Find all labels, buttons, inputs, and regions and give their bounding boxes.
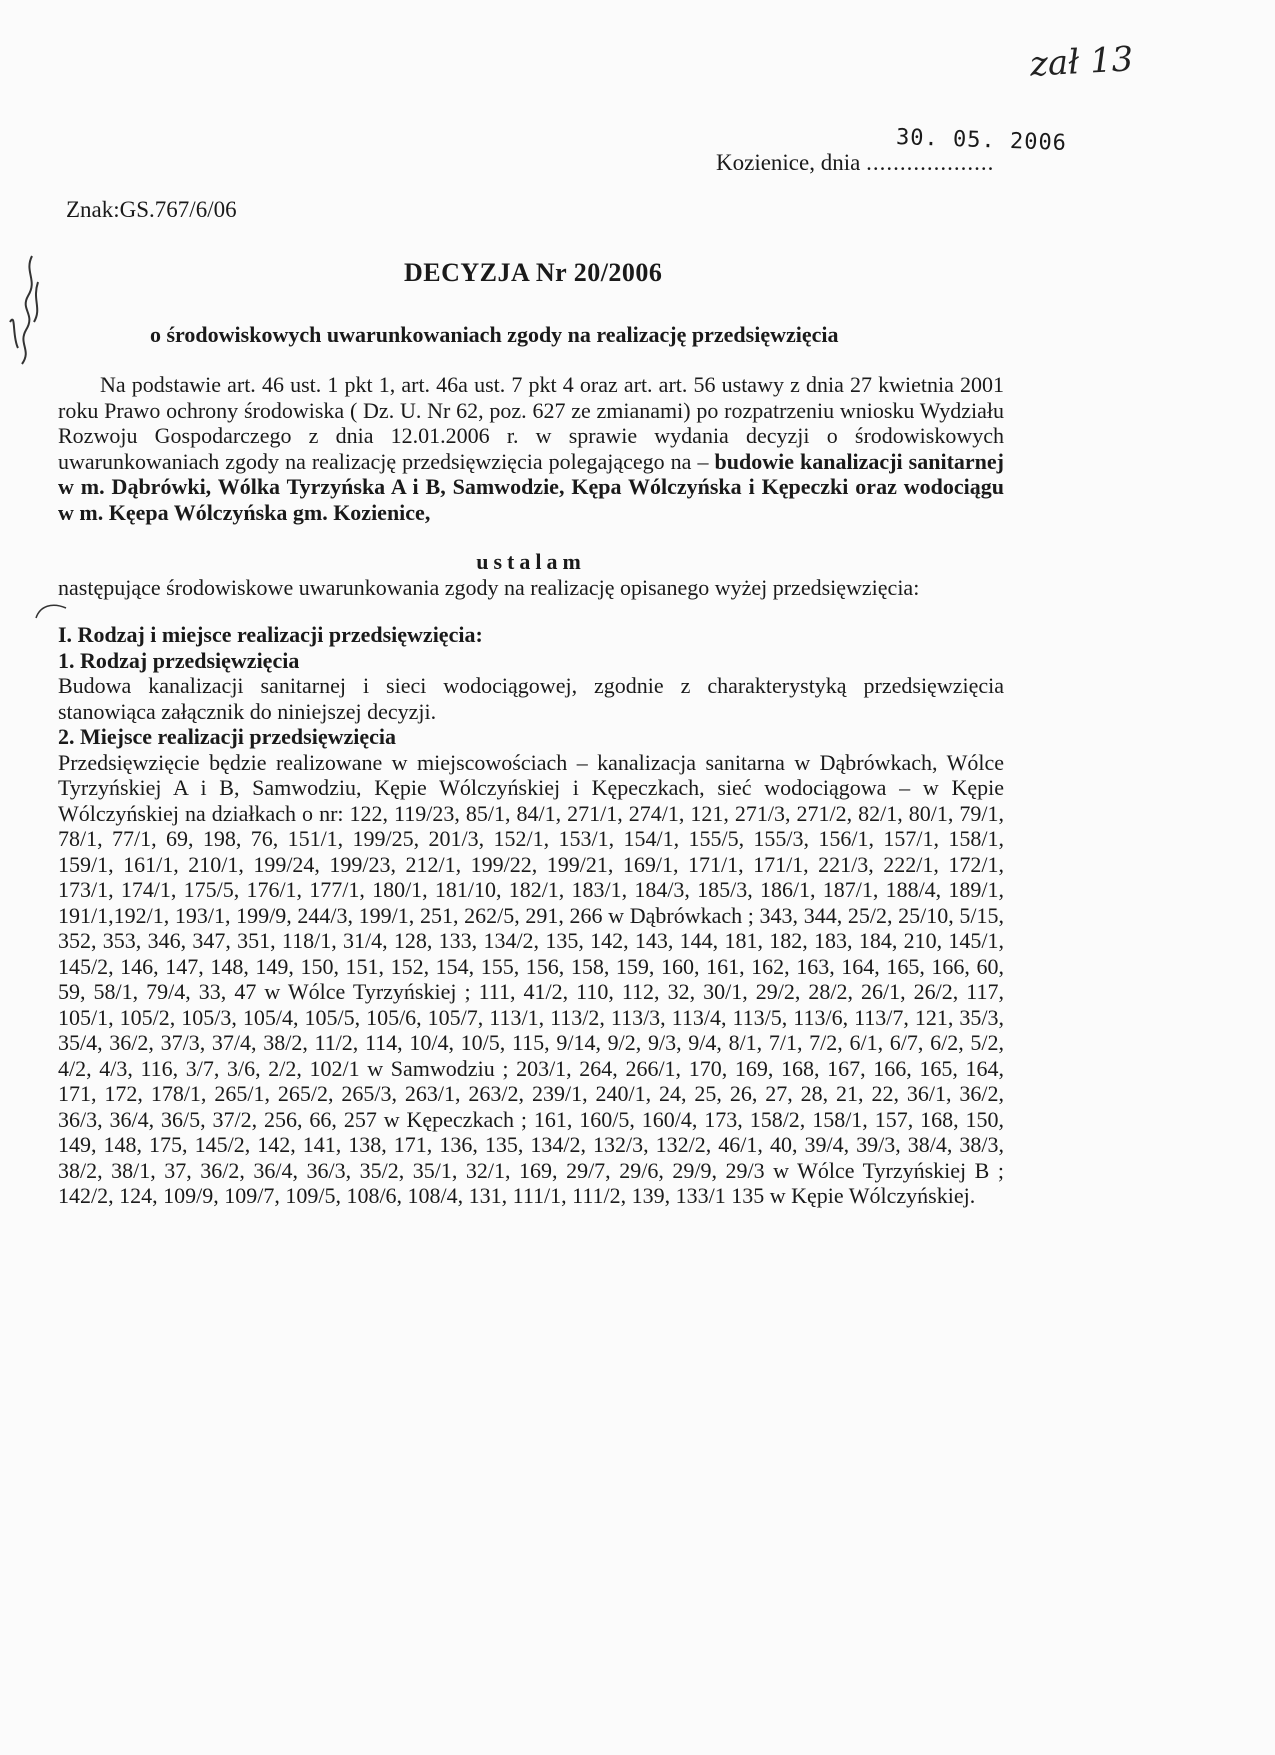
date-dots: ................... <box>866 150 995 175</box>
decision-subtitle: o środowiskowych uwarunkowaniach zgody na realizację przedsięwzięcia <box>150 322 839 347</box>
reference-number: Znak:GS.767/6/06 <box>66 197 237 222</box>
date-stamp: 30. 05. 2006 <box>895 125 1068 156</box>
section-1-heading: I. Rodzaj i miejsce realizacji przedsięwzięcia: <box>58 622 483 647</box>
intro-bold-text: budowie kanalizacji sanitarnej w m. Dąbrówki, Wólka Tyrzyńska A i B, Samwodzie, Kępa Wólczyńska i Kępeczki oraz wodociągu w m. Kęepa Wólczyńska gm. Kozienice, <box>58 448 1004 525</box>
ustalam-text: następujące środowiskowe uwarunkowania zgody na realizację opisanego wyżej przedsięwzięcia: <box>58 574 920 600</box>
intro-paragraph <box>58 372 1004 525</box>
intro-text: Na podstawie art. 46 ust. 1 pkt 1, art. 46a ust. 7 pkt 4 oraz art. art. 56 ustawy z dnia 27 kwietnia 2001 roku Prawo ochrony środowiska ( Dz. U. Nr 62, poz. 627 ze zmianami) po rozpatrzeniu wniosku Wydziału Rozwoju Gospodarczego z dnia 12.01.2006 r. w sprawie wydania decyzji o środowiskowych uwarunkowaniach zgody na realizację przedsięwzięcia polegającego na – <box>58 372 1004 474</box>
decision-body <box>58 372 1004 1209</box>
subsection-2-heading: 2. Miejsce realizacji przedsięwzięcia <box>58 724 396 749</box>
subsection-2-text: Przedsięwzięcie będzie realizowane w miejscowościach – kanalizacja sanitarna w Dąbrówkach, Wólce Tyrzyńskiej A i B, Samwodziu, Kępie Wólczyńskiej i Kępeczkach, sieć wodociągowa – w Kępie Wólczyńskiej na działkach o nr: 122, 119/23, 85/1, 84/1, 271/1, 274/1, 121, 271/3, 271/2, 82/1, 80/1, 79/1, 78/1, 77/1, 69, 198, 76, 151/1, 199/25, 201/3, 152/1, 153/1, 154/1, 155/5, 155/3, 156/1, 157/1, 158/1, 159/1, 161/1, 210/1, 199/24, 199/23, 212/1, 199/22, 199/21, 169/1, 171/1, 171/1, 221/3, 222/1, 172/1, 173/1, 174/1, 175/5, 176/1, 177/1, 180/1, 181/10, 182/1, 183/1, 184/3, 185/3, 186/1, 187/1, 188/4, 189/1, 191/1,192/1, 193/1, 199/9, 244/3, 199/1, 251, 262/5, 291, 266 w Dąbrówkach ; 343, 344, 25/2, 25/10, 5/15, 352, 353, 346, 347, 351, 118/1, 31/4, 128, 133, 134/2, 135, 142, 143, 144, 181, 182, 183, 184, 210, 145/1, 145/2, 146, 147, 148, 149, 150, 151, 152, 154, 155, 156, 158, 159, 160, 161, 162, 163, 164, 165, 166, 60, 59, 58/1, 79/4, 33, 47 w Wólce Tyrzyńskiej ; 111, 41/2, 110, 112, 32, 30/1, 29/2, 28/2, 26/1, 26/2, 117, 105/1, 105/2, 105/3, 105/4, 105/5, 105/6, 105/7, 113/1, 113/2, 113/3, 113/4, 113/5, 113/6, 113/7, 121, 35/3, 35/4, 36/2, 37/3, 37/4, 38/2, 11/2, 114, 10/4, 10/5, 115, 9/14, 9/2, 9/3, 9/4, 8/1, 7/1, 7/2, 6/1, 6/7, 6/2, 5/2, 4/2, 4/3, 116, 3/7, 3/6, 2/2, 102/1 w Samwodziu ; 203/1, 264, 266/1, 170, 169, 168, 167, 166, 165, 164, 171, 172, 178/1, 265/1, 265/2, 265/3, 263/1, 263/2, 239/1, 240/1, 24, 25, 26, 27, 28, 21, 22, 36/1, 36/2, 36/3, 36/4, 36/5, 37/2, 256, 66, 257 w Kępeczkach ; 161, 160/5, 160/4, 173, 158/2, 158/1, 157, 168, 150, 149, 148, 175, 145/2, 142, 141, 138, 171, 136, 135, 134/2, 132/3, 132/2, 46/1, 40, 39/4, 39/3, 38/4, 38/3, 38/2, 38/1, 37, 36/2, 36/4, 36/3, 35/2, 35/1, 32/1, 169, 29/7, 29/6, 29/9, 29/3 w Wólce Tyrzyńskiej B ; 142/2, 124, 109/9, 109/7, 109/5, 108/6, 108/4, 131, 111/1, 111/2, 139, 133/1 135 w Kępie Wólczyńskiej. <box>58 749 1004 1208</box>
ustalam-heading: ustalam <box>476 549 586 574</box>
decision-title: DECYZJA Nr 20/2006 <box>404 258 663 287</box>
handwritten-attachment-note: zał 13 <box>1029 39 1135 85</box>
subsection-1-text: Budowa kanalizacji sanitarnej i sieci wodociągowej, zgodnie z charakterystyką przedsięwzięcia stanowiąca załącznik do niniejszej decyzji. <box>58 673 1004 724</box>
place-label: Kozienice, dnia <box>716 150 861 175</box>
place-and-date-line <box>716 150 994 176</box>
margin-signature-mark <box>2 252 46 376</box>
subsection-1-heading: 1. Rodzaj przedsięwzięcia <box>58 647 300 673</box>
